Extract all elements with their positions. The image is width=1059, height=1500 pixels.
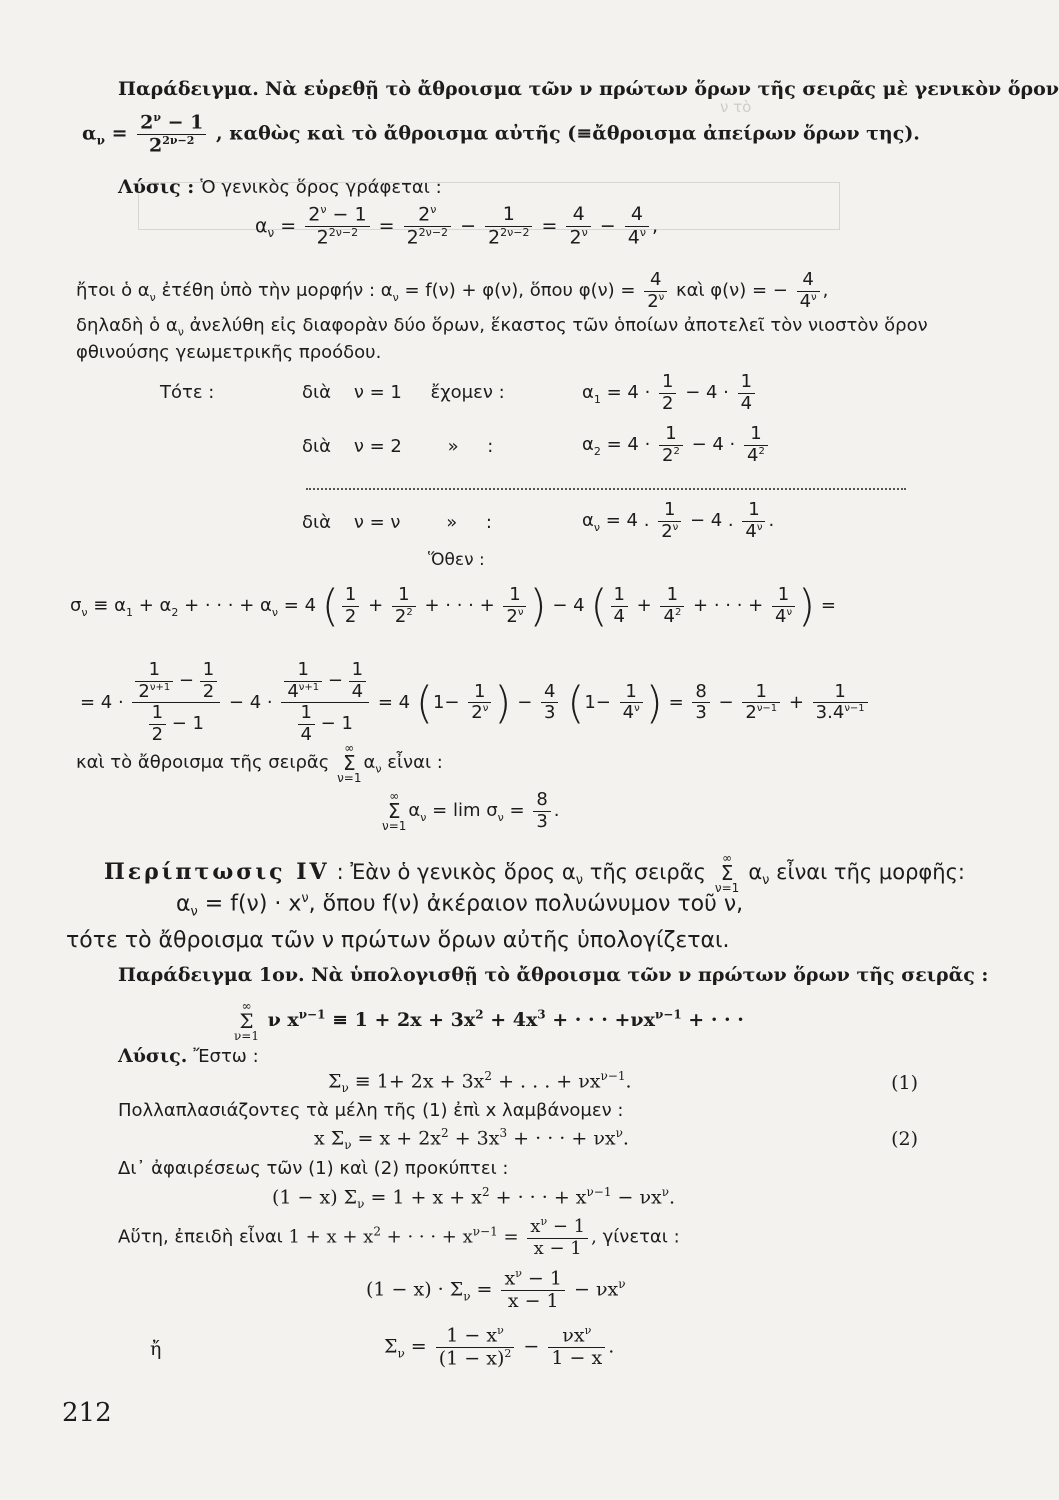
series-limit-eq: ∞ Σ ν=1 $\alpha_\nu = \lim \sigma_\nu$ = $\frac{8}{3}$ . (382, 789, 560, 834)
alpha-1-eq: $\alpha_1 = 4$ · $\frac{1}{2}$ − 4 · $\frac{1}{4}$ (582, 372, 758, 414)
case-4-form: $\alpha_\nu = f(\nu) \cdot x^\nu$, ὅπου f(ν) ἀκέραιον πολυώνυμον τοῦ ν, (176, 891, 744, 920)
ditto-mark: » (446, 512, 458, 533)
ditto-mark: » (447, 436, 459, 457)
example-line-1 (118, 80, 1059, 99)
para-a: δηλαδὴ ὁ α (76, 315, 178, 336)
eq-label-2: (2) (891, 1128, 918, 1150)
line-text-2: ἐτέθη ὑπὸ τὴν μορφήν : (161, 280, 376, 302)
bleed-through-text: ν τὸ (720, 98, 752, 116)
sub-text: Δι᾽ ἀφαιρέσεως τῶν (1) καὶ (2) προκύπτει : (118, 1158, 509, 1179)
case-4-where: , ὅπου f(ν) ἀκέραιον πολυώνυμον τοῦ ν, (308, 891, 744, 917)
mult-text: Πολλαπλασιάζοντες τὰ μέλη τῆς (1) ἐπὶ x λαμβάνομεν : (118, 1100, 624, 1121)
page-number: 212 (62, 1398, 112, 1428)
partial-sum-result: = 4 · $\frac{1}{2^{\nu+1}}$ − $\frac{1}{2}$ $\frac{1}{2}$ − 1 − 4 · $\frac{1}{4^{\nu+1}}$ − $\frac{1}{4}$ $\frac{1}{4}$ − 1 = 4 (1− $\frac{1}{2^\nu}$ ) − $\frac{4}{3}$ (1− $\frac{1}{4^\nu}$ ) = $\frac{8}{3}$ − $\frac{1}{2^{\nu-1}}$ + $\frac{1}{3.4^{\nu-1}}$ (80, 660, 871, 746)
othen-label: Ὅθεν : (428, 550, 485, 570)
case-nu-1: διὰ ν = 1 ἔχομεν : (302, 382, 505, 403)
example-text: Νὰ εὑρεθῇ τὸ ἄθροισμα τῶν ν πρώτων ὅρων τῆς σειρᾶς μὲ γενικὸν ὅρον (264, 78, 1059, 100)
alpha-2-eq: $\alpha_2 = 4$ · $\frac{1}{2^2}$ − 4 · $\frac{1}{4^2}$ (582, 424, 771, 466)
example-heading: Παράδειγμα. (118, 78, 259, 100)
case-nu-nu: διὰ ν = ν » : (302, 512, 492, 533)
case-4-text-3: εἶναι τῆς μορφῆς: (776, 860, 965, 884)
sum-closed-form-2: $\Sigma_\nu$ = $\frac{1 - x^\nu}{(1 - x)^2}$ − $\frac{\nu x^\nu}{1 - x}$ . (384, 1324, 615, 1370)
example-1-text: Νὰ ὑπολογισθῇ τὸ ἄθροισμα τῶν ν πρώτων ὅρων τῆς σειρᾶς : (311, 964, 989, 986)
alpha-nu-eq: $\alpha_\nu = 4$ . $\frac{1}{2^\nu}$ − 4 . $\frac{1}{4^\nu}$ . (582, 499, 775, 542)
eq-label-1: (1) (891, 1072, 918, 1094)
ginetai-word: γίνεται : (602, 1226, 680, 1248)
dia-word: διὰ (302, 382, 331, 403)
frac-den: 2 (149, 134, 163, 157)
example-text-2: , καθὼς καὶ τὸ ἄθροισμα αὐτῆς (≡ἄθροισμα ἀπείρων ὅρων της). (215, 122, 920, 145)
case-4-text-2: τῆς σειρᾶς (589, 860, 706, 884)
decomposition-line: ἤτοι ὁ $\alpha_\nu$ ἐτέθη ὑπὸ τὴν μορφήν : $\alpha_\nu = f(\nu) + \varphi(\nu)$, ὅπου φ(ν) = $\frac{4}{2^\nu}$ καὶ φ(ν) = − $\frac{4}{4^\nu}$ , (76, 269, 829, 312)
estw-line (118, 1047, 259, 1066)
and-word: καὶ (675, 280, 705, 302)
where-word: ὅπου (529, 280, 573, 302)
sum-eq-2: x $\Sigma_\nu = x + 2x^2 + 3x^3$ + · · · + $\nu x^\nu$. (314, 1126, 629, 1153)
frac-num: 2 (140, 111, 154, 134)
tote-label: Τότε : (160, 382, 215, 403)
solution-line (118, 178, 442, 197)
auth-text: Αὕτη, ἐπειδὴ εἶναι (118, 1226, 283, 1248)
series-sum-text: καὶ τὸ ἄθροισμα τῆς σειρᾶς ∞ Σ ν=1 $\alpha_\nu$ εἶναι : (76, 741, 443, 785)
sum-text: καὶ τὸ ἄθροισμα τῆς σειρᾶς (76, 752, 330, 773)
partial-sum-eq: $\sigma_\nu \equiv \alpha_1 + \alpha_2$ + · · · + $\alpha_\nu = 4$ ( $\frac{1}{2}$ + $\frac{1}{2^2}$ + · · · + $\frac{1}{2^\nu}$ ) − 4 ( $\frac{1}{4}$ + $\frac{1}{4^2}$ + · · · + $\frac{1}{4^\nu}$ ) = (70, 580, 837, 632)
lim-word: lim (452, 800, 481, 822)
case-4-line: Περίπτωσις IV : Ἐὰν ὁ γενικὸς ὅρος $\alpha_\nu$ τῆς σειρᾶς ∞ Σ ν=1 $\alpha_\nu$ εἶναι τῆς μορφῆς: (104, 851, 965, 895)
exomen-word: ἔχομεν : (430, 382, 505, 403)
case-4-text-1: : Ἐὰν ὁ γενικὸς ὅρος α (336, 860, 576, 884)
dia-word: διὰ (302, 436, 331, 457)
explanation-line-2 (76, 344, 381, 362)
case-4-heading: Περίπτωσις IV (104, 859, 330, 885)
example-1-series: ∞ Σ ν=1 ν $x^{\nu-1} \equiv 1 + 2x + 3x^2 + 4x^3$ + · · · $+\nu x^{\nu-1}$ + · · · (234, 999, 744, 1043)
dia-word: διὰ (302, 512, 331, 533)
auth-line: Αὕτη, ἐπειδὴ εἶναι $1 + x + x^2$ + · · · + $x^{\nu-1}$ = $\frac{x^\nu - 1}{x - 1}$ , γίνεται : (118, 1215, 680, 1259)
a-nu-symbol: α (82, 122, 97, 145)
sum-closed-form-1: $(1 - x) \cdot \Sigma_\nu$ = $\frac{x^\nu - 1}{x - 1}$ − $\nu x^\nu$ (366, 1267, 626, 1313)
or-word: ἤ (150, 1338, 162, 1360)
example-1-heading: Παράδειγμα 1ον. (118, 964, 305, 986)
case-4-text-line: τότε τὸ ἄθροισμα τῶν ν πρώτων ὅρων αὐτῆς ὑπολογίζεται. (66, 928, 730, 953)
difference-eq: (1 − x) $\Sigma_\nu = 1 + x + x^2$ + · · · + $x^{\nu-1} - \nu x^\nu$. (272, 1185, 676, 1212)
einai-word: εἶναι : (387, 752, 443, 773)
para-b: ἀνελύθη εἰς διαφορὰν δύο ὅρων, ἕκαστος τῶν ὁποίων ἀποτελεῖ τὸν νιοστὸν ὅρον (189, 315, 928, 336)
solution-label: Λύσις : (118, 176, 195, 198)
dotted-separator (306, 488, 906, 492)
general-term-fraction: $\frac{2^\nu - 1}{2^{2\nu-2}}$ (137, 112, 206, 157)
para-c: φθινούσης γεωμετρικῆς προόδου. (76, 342, 382, 363)
sum-eq-1: $\Sigma_\nu \equiv 1+ 2x + 3x^2$ + . . . + $\nu x^{\nu-1}$. (328, 1069, 632, 1096)
explanation-line-1: δηλαδὴ ὁ $\alpha_\nu$ ἀνελύθη εἰς διαφορὰν δύο ὅρων, ἕκαστος τῶν ὁποίων ἀποτελεῖ τὸν νιοστὸν ὅρον (76, 315, 928, 339)
example-line-2: $\alpha_\nu$ = $\frac{2^\nu - 1}{2^{2\nu-2}}$ , καθὼς καὶ τὸ ἄθροισμα αὐτῆς (≡ἄθροισμα ἀπείρων ὅρων της). (82, 111, 920, 157)
example-1-line (118, 966, 988, 985)
solution-text: Ὁ γενικὸς ὅρος γράφεται : (200, 177, 442, 198)
general-term-equation: $\alpha_\nu$ = $\frac{2^\nu - 1}{2^{2\nu-2}}$ = $\frac{2^\nu}{2^{2\nu-2}}$ − $\frac{1}{2^{2\nu-2}}$ = $\frac{4}{2^\nu}$ − $\frac{4}{4^\nu}$ , (255, 203, 659, 249)
case-nu-2: διὰ ν = 2 » : (302, 436, 494, 457)
estw-word: Ἔστω : (193, 1046, 259, 1067)
line-text: ἤτοι ὁ α (76, 280, 150, 302)
example-1-solution: Λύσις. (118, 1045, 188, 1067)
